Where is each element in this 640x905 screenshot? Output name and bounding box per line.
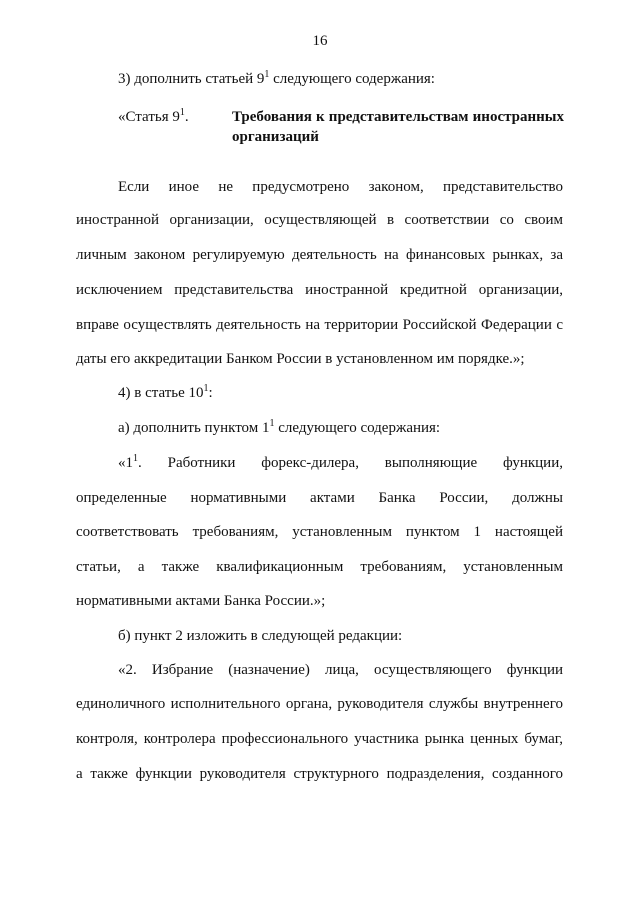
paragraph-line: статьи, а также квалификационным требованиям, установленным: [76, 559, 563, 575]
paragraph-line: контроля, контролера профессионального участника рынка ценных бумаг,: [76, 731, 563, 747]
paragraph-line: соответствовать требованиям, установленным пунктом 1 настоящей: [76, 524, 563, 540]
paragraph-line: а также функции руководителя структурного подразделения, созданного: [76, 766, 563, 782]
paragraph-line: Если иное не предусмотрено законом, представительство: [118, 179, 563, 195]
paragraph-line: исключением представительства иностранной кредитной организации,: [76, 282, 563, 298]
paragraph-line: единоличного исполнительного органа, руководителя службы внутреннего: [76, 696, 563, 712]
item-a-line: а) дополнить пунктом $1^1$ следующего содержания:: [118, 418, 441, 436]
page-number: 16: [312, 33, 328, 49]
paragraph-line: «$1^1$. Работники форекс-дилера, выполняющие функции,: [118, 453, 563, 471]
paragraph-line: нормативными актами Банка России.»;: [76, 593, 326, 609]
paragraph-line: иностранной организации, осуществляющей в соответствии со своим: [76, 212, 563, 228]
item-4-line: 4) в статье $10^1$:: [118, 383, 213, 401]
paragraph-line: определенные нормативными актами Банка России, должны: [76, 490, 563, 506]
item-b-line: б) пункт 2 изложить в следующей редакции:: [118, 628, 403, 644]
paragraph-line: вправе осуществлять деятельность на территории Российской Федерации с: [76, 317, 563, 333]
paragraph-line: даты его аккредитации Банком России в установленном им порядке.»;: [76, 351, 525, 367]
paragraph-line: «2. Избрание (назначение) лица, осуществляющего функции: [118, 662, 563, 678]
article-label: «Статья $9^1$.: [118, 107, 189, 125]
paragraph-line: личным законом регулируемую деятельность на финансовых рынках, за: [76, 247, 563, 263]
item-3-line: 3) дополнить статьей $9^1$ следующего содержания:: [118, 69, 435, 87]
article-title: Требования к представительствам иностранных организаций: [232, 109, 564, 145]
